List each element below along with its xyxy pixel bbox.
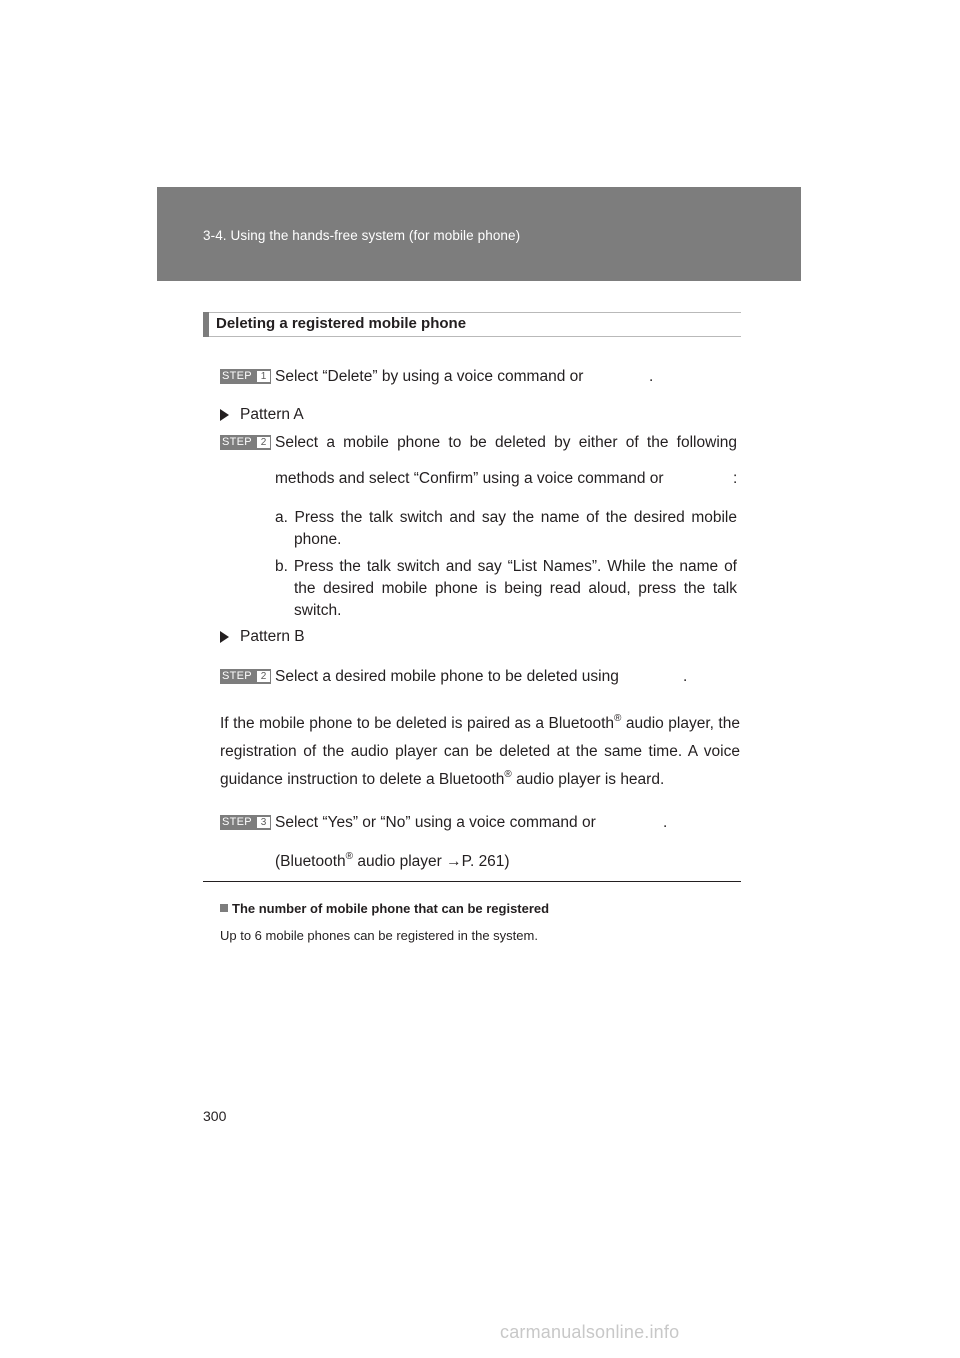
step-1-badge — [220, 369, 271, 384]
section-divider — [203, 881, 741, 882]
method-a-text: a. Press the talk switch and say the name of the desired mobile phone. — [275, 509, 737, 548]
step-2a-text: Select a mobile phone to be deleted by either of the following — [275, 434, 737, 451]
section-title: Deleting a registered mobile phone — [216, 315, 467, 332]
step-badge-number: 1 — [256, 370, 271, 383]
page-number: 300 — [203, 1108, 227, 1124]
square-bullet-icon — [220, 904, 228, 912]
method-b-text: b. Press the talk switch and say “List Names”. While the name of the desired mobile phone is being read aloud, press the talk switch. — [275, 558, 737, 619]
reference-open: (Bluetooth — [275, 853, 346, 870]
pattern-b-arrow-icon — [220, 631, 229, 643]
pattern-a-label: Pattern A — [240, 406, 304, 423]
step-badge-label: STEP — [222, 436, 252, 448]
step-2a-badge — [220, 435, 271, 450]
step-2a-continuation: methods and select “Confirm” using a voice command or — [275, 470, 664, 487]
registered-mark: ® — [614, 713, 622, 724]
watermark: carmanualsonline.info — [500, 1322, 680, 1342]
step-badge-number: 2 — [256, 670, 271, 683]
step-3-period: . — [663, 814, 668, 831]
paragraph-part-1: If the mobile phone to be deleted is paired as a Bluetooth — [220, 715, 615, 732]
reference-page-link: audio player →P. 261) — [357, 853, 510, 870]
header-band — [157, 187, 801, 281]
step-badge-label: STEP — [222, 670, 252, 682]
step-3-badge — [220, 815, 271, 830]
paragraph-part-3: audio player is heard. — [516, 771, 665, 788]
step-badge-label: STEP — [222, 816, 252, 828]
step-badge-number: 2 — [256, 436, 271, 449]
section-title-accent — [203, 312, 209, 337]
step-badge-number: 3 — [256, 816, 271, 829]
pattern-a-arrow-icon — [220, 409, 229, 421]
step-1-period: . — [649, 368, 654, 385]
note-heading-text: The number of mobile phone that can be registered — [232, 901, 550, 916]
step-3-reference — [275, 851, 510, 873]
step-3-text: Select “Yes” or “No” using a voice command or — [275, 814, 596, 831]
registered-mark: ® — [345, 851, 354, 862]
pattern-b-label: Pattern B — [240, 628, 305, 645]
step-2b-period: . — [683, 668, 688, 685]
step-2b-badge — [220, 669, 271, 684]
registered-mark: ® — [504, 769, 512, 780]
step-2b-text: Select a desired mobile phone to be deleted using — [275, 668, 619, 685]
section-header-title: 3-4. Using the hands-free system (for mobile phone) — [203, 228, 521, 243]
section-title-bar — [203, 312, 741, 337]
note-body: Up to 6 mobile phones can be registered in the system. — [220, 928, 538, 943]
bluetooth-paragraph — [220, 710, 740, 794]
step-badge-label: STEP — [222, 370, 252, 382]
step-2a-colon: : — [733, 470, 738, 487]
note-heading — [220, 901, 549, 916]
paragraph-part-2: audio player, the registration of the audio player can be deleted at the same time. A voice guidance instruction to delete a Bluetooth — [220, 715, 740, 788]
step-1-text: Select “Delete” by using a voice command or — [275, 368, 584, 385]
